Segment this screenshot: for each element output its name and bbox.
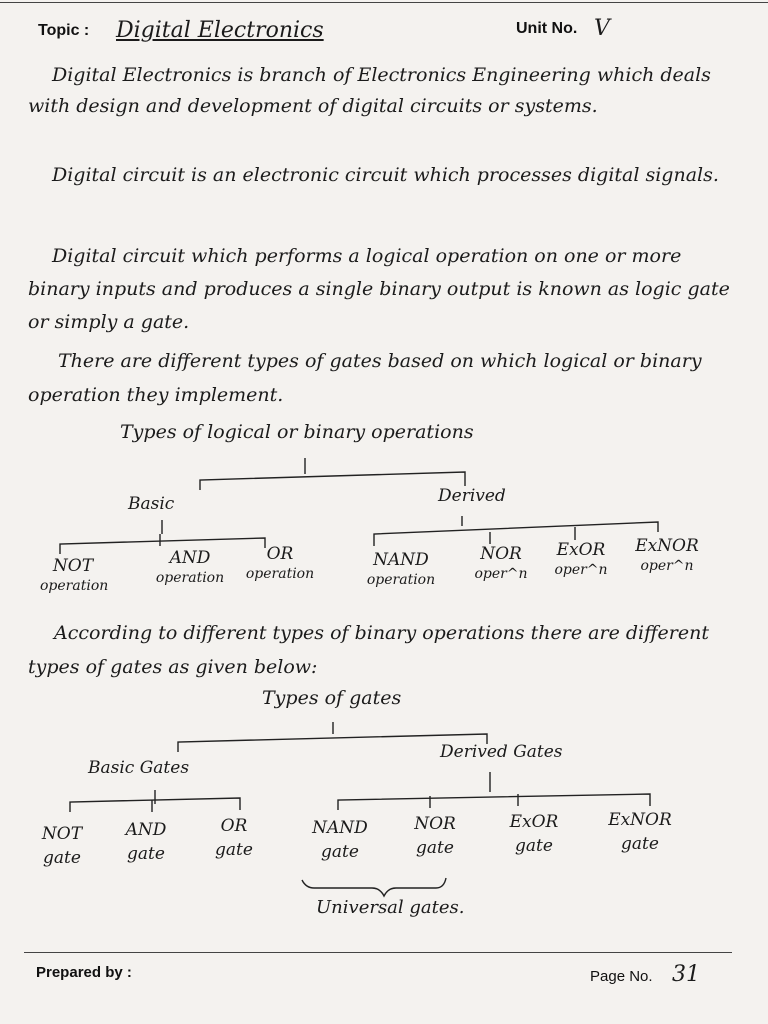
op-and: AND operation	[155, 548, 225, 586]
paragraph-2: Digital circuit is an electronic circuit which processes digital signals.	[52, 164, 719, 186]
op-nor: NOR oper^n	[474, 544, 528, 582]
gates-derived-label: Derived Gates	[440, 742, 563, 762]
topic-value: Digital Electronics	[116, 18, 324, 43]
unit-value: V	[594, 16, 610, 41]
operations-basic-label: Basic	[128, 494, 175, 514]
footer-rule	[24, 952, 732, 953]
op-or: OR operation	[245, 544, 315, 582]
op-nand: NAND operation	[366, 550, 436, 588]
op-exnor: ExNOR oper^n	[635, 536, 699, 574]
page-number-value: 31	[672, 962, 700, 987]
gate-nor: NOR gate	[414, 814, 456, 858]
gates-tree-title: Types of gates	[262, 687, 402, 709]
gate-nand: NAND gate	[312, 818, 368, 862]
unit-label: Unit No.	[516, 20, 578, 37]
page-number-label: Page No.	[590, 968, 653, 985]
topic-label: Topic :	[38, 22, 90, 39]
gate-or: OR gate	[215, 816, 253, 860]
universal-gates-label: Universal gates.	[316, 897, 465, 918]
paragraph-3: Digital circuit which performs a logical operation on one or more binary inputs and produces a single binary output is known as logic gate or simply a gate.	[28, 245, 730, 333]
gate-exnor: ExNOR gate	[608, 810, 672, 854]
gate-and: AND gate	[125, 820, 167, 864]
op-exor: ExOR oper^n	[554, 540, 608, 578]
paragraph-4: There are different types of gates based on which logical or binary operation they implement.	[28, 350, 702, 406]
paragraph-1: Digital Electronics is branch of Electronics Engineering which deals with design and development of digital circuits or systems.	[28, 64, 711, 117]
prepared-by-label: Prepared by :	[36, 964, 132, 981]
operations-tree-title: Types of logical or binary operations	[120, 421, 474, 443]
paragraph-5: According to different types of binary operations there are different types of gates as given below:	[28, 622, 709, 678]
gates-basic-label: Basic Gates	[88, 758, 190, 778]
operations-derived-label: Derived	[438, 486, 506, 506]
gate-not: NOT gate	[41, 824, 83, 868]
op-not: NOT operation	[40, 556, 109, 594]
gate-exor: ExOR gate	[509, 812, 559, 856]
